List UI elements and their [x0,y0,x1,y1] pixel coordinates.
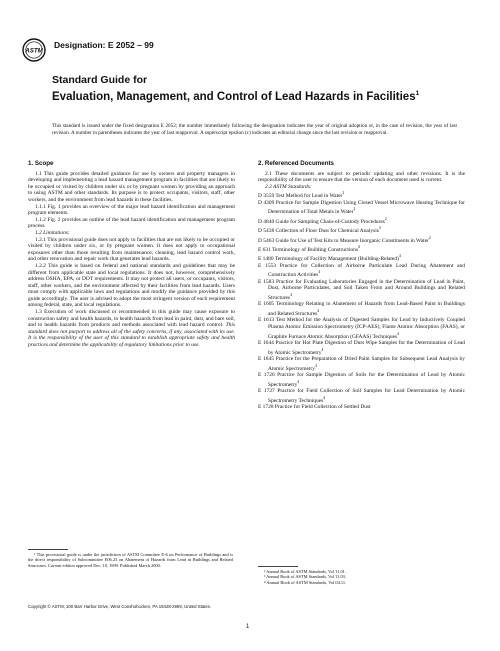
footnote-3: ³ Annual Book of ASTM Standards, Vol 11.03. [264,574,346,580]
reference-text: E 1605 Terminology Relating to Abatement of Hazards from Lead-Based Paint in Buildings and Related Structures [258,301,465,317]
reference-text: E 1613 Test Method for the Analysis of Digested Samples for Lead by Inductively Coupled Plasma Atomic Emission Spectrometry (ICP-AES), Flame Atomic Absorption (FAAS), or Graphite Furnace Atomic Absorption (GFAAS) Techniques [258,317,465,340]
svg-text:ASTM: ASTM [25,47,43,55]
reference-text: D 3559 Test Method for Lead in Water [258,193,343,200]
right-column [258,161,465,411]
paragraph-2-2: 2.2 ASTM Standards: [265,183,312,190]
footnote-2: ² Annual Book of ASTM Standards, Vol 11.01. [264,569,346,574]
reference-item [258,263,465,279]
document-title [52,88,472,103]
reference-footnote-mark: 4 [323,395,326,400]
standard-issuance-note: This standard is issued under the fixed designation E 2052; the number immediately following the designation indicates the year of original adoption or, in the case of revision, the year of last revision. A number in parentheses indicates the year of last reapproval. A superscript epsilon (ε) indicates an editorial change since the last revision or reapproval. [52,123,457,136]
page-number: 1 [246,624,250,630]
reference-item [258,244,465,253]
reference-text: E 1553 Practice for Collection of Airborne Particulate Lead During Abatement and Construction Activities [258,262,465,279]
footnote-1: ¹ This provisional guide is under the jurisdiction of ASTM Committee E-6 on Performance of Buildings and is the direct responsibility of Subcommittee E06.23 on Abatement of Hazards from Lead in Buildings and Related Structures. Current edition approved Dec. 10, 1999. Published March 2000. [28,552,233,568]
copyright-notice: Copyright © ASTM, 100 Barr Harbor Drive, West Conshohocken, PA 19428-2959, United States. [28,604,212,609]
paragraph-1-1-2: 1.1.2 Fig. 2 provides an outline of the lead hazard identification and management program process. [28,216,235,230]
paragraph-1-1: 1.1 This guide provides detailed guidance for use by owners and property managers in developing and implementing a lead hazard management program in facilities that are likely to be occupied or visited by children under six or by pregnant women by providing an approach to using ASTM and other standards. Its purpose is to protect occupants, visitors, staff, other workers, and the environment from lead hazards in these facilities. [28,170,235,203]
reference-footnote-mark: 4 [314,363,317,368]
reference-item [258,404,465,411]
reference-footnote-mark: 4 [321,347,324,352]
reference-text: E 1727 Practice for Field Collection of Soil Samples for Lead Determination by Atomic Spectrometry Techniques [258,388,465,404]
reference-footnote-mark: 4 [318,270,321,275]
paragraph-2-1: 2.1 These documents are subject to periodic updating and other revisions. It is the responsibility of the user to ensure that the version of each document used is current. [258,170,465,184]
paragraph-1-1-1: 1.1.1 Fig. 1 provides an overview of the major lead hazard identification and management program elements. [28,203,235,217]
reference-footnote-mark: 4 [317,309,320,313]
reference-item [258,279,465,302]
reference-text: D 5463 Guide for Use of Test Kits to Measure Inorganic Constituents in Water [258,237,429,244]
reference-text: E 1583 Practice for Evaluating Laboratories Engaged in the Determination of Lead in Paint, Dust, Airborne Particulates, and Soil Taken From and Around Buildings and Related Structures [258,278,465,301]
reference-text: E 631 Terminology of Building Constructions [258,246,358,253]
reference-text: D 4840 Guide for Sampling Chain-of-Custody Procedures [258,218,385,225]
scope-heading: 1. Scope [28,160,54,167]
reference-text: D 4309 Practice for Sample Digestion Using Closed Vessel Microwave Heating Technique for Determination of Total Metals in Water [258,199,465,216]
reference-text: E 1480 Terminology of Facility Management (Building-Related) [258,256,399,263]
referenced-documents-heading: 2. Referenced Documents [258,160,334,167]
reference-item [258,225,465,234]
reference-item [258,356,465,372]
reference-item [258,317,465,340]
reference-footnote-mark: 4 [398,254,401,259]
safety-caveat: This standard does not purport to address all of the safety concerns, if any, associated with its use. It is the responsibility of the user of this standard to establish appropriate safety and health practices and determine the applicability of regulatory limitations prior to use. [28,322,235,349]
reference-item [258,253,465,262]
reference-footnote-mark: 2 [353,207,356,212]
reference-footnote-mark: 4 [357,245,360,249]
reference-text: E 1728 Practice for Field Collection of Settled Dust [258,404,371,410]
paragraph-1-2: 1.2 Limitations: [35,229,70,236]
reference-list [258,190,465,410]
paragraph-1-2-1: 1.2.1 This provisional guide does not apply to facilities that are not likely to be occupied or visited by children under six, or by pregnant women. It does not apply to occupational exposures other than those resulting from maintenance, cleaning, lead hazard control work, and other renovation and repair work that generates lead hazards. [28,236,235,263]
reference-footnote-mark: 2 [428,235,431,240]
paragraph-1-3-text: 1.3 Execution of work discussed or recommended in this guide may cause exposure to construction safety and health hazards, to health hazards from lead in paint, dust, and bare soil, and to health hazards from products and methods associated with lead hazard control. [28,309,235,329]
right-footnotes [258,569,463,585]
paragraph-1-2-2: 1.2.2 This guide is based on federal and national standards and guidelines that may be different from applicable state and local regulations. It does not, however, comprehensively address OSHA, EPA, or DOT requirements. It may not protect all users, or occupants, visitors, staff, other workers, and the environment affected by their facilities from lead hazards. Users must comply with applicable laws and regulations and modify the guidance provided by this guide accordingly. The user is advised to adopt the most stringent version of each requirement among federal, state, and local regulations. [28,262,235,309]
reference-item [258,372,465,388]
reference-footnote-mark: 4 [397,331,400,336]
title-footnote-mark: 1 [415,90,420,97]
reference-item [258,235,465,244]
reference-text: D 5438 Collection of Floor Dust for Chemical Analysis [258,228,379,234]
reference-footnote-mark: 4 [297,379,300,384]
reference-item [258,216,465,225]
reference-footnote-mark: 3 [378,226,381,231]
left-column [28,161,235,349]
reference-item [258,340,465,356]
designation: Designation: E 2052 – 99 [54,40,154,50]
title-text: Evaluation, Management, and Control of Lead Hazards in Facilities [52,90,416,103]
footnote-4: ⁴ Annual Book of ASTM Standards, Vol 04.11. [264,579,347,585]
left-footnote-rule [28,549,68,550]
astm-logo-icon [22,38,46,62]
right-footnote-rule [258,566,298,567]
reference-item [258,200,465,216]
paragraph-1-3 [28,309,235,349]
reference-footnote-mark: 4 [290,293,292,297]
reference-text: E 1644 Practice for Hot Plate Digestion of Dust Wipe Samples for the Determination of Lead by Atomic Spectrometry [258,340,465,356]
reference-text: E 1645 Practice for the Preparation of Dried Paint Samples for Subsequent Lead Analysis by Atomic Spectrometry [258,356,465,372]
title-line1: Standard Guide for [52,74,148,86]
reference-footnote-mark: 2 [384,216,387,221]
reference-item [258,388,465,404]
title-block [52,74,472,103]
reference-footnote-mark: 2 [342,191,345,196]
reference-item [258,190,465,199]
reference-item [258,301,465,317]
reference-text: E 1726 Practice for Sample Digestion of Soils for the Determination of Lead by Atomic Spectrometry [258,372,465,388]
